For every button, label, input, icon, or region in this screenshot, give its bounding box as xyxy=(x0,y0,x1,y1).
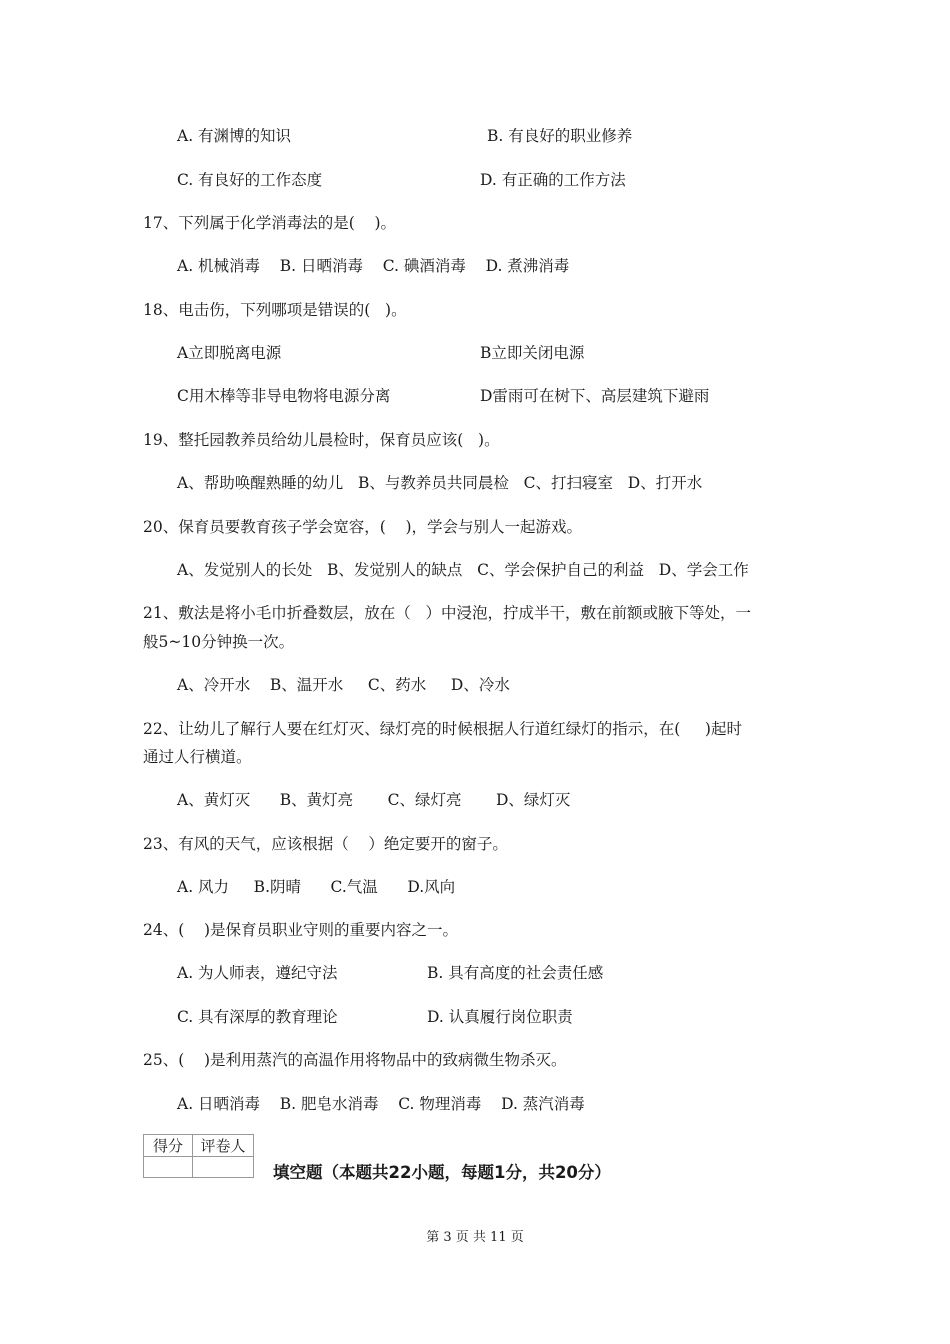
question-21-line-1: 21、敷法是将小毛巾折叠数层，放在（ ）中浸泡，拧成半干，敷在前额或腋下等处，一 xyxy=(143,604,752,622)
question-25: 25、( )是利用蒸汽的高温作用将物品中的致病微生物杀灭。 xyxy=(143,1051,567,1069)
q24-option-d: D. 认真履行岗位职责 xyxy=(427,1008,573,1026)
q16-option-b: B. 有良好的职业修养 xyxy=(487,127,633,145)
q19-options: A、帮助唤醒熟睡的幼儿 B、与教养员共同晨检 C、打扫寝室 D、打开水 xyxy=(177,474,703,492)
score-table xyxy=(143,1134,254,1178)
q16-option-a: A. 有渊博的知识 xyxy=(177,127,292,145)
score-cell[interactable] xyxy=(144,1157,193,1178)
question-23: 23、有风的天气，应该根据（ ）绝定要开的窗子。 xyxy=(143,835,508,853)
q20-options: A、发觉别人的长处 B、发觉别人的缺点 C、学会保护自己的利益 D、学会工作 xyxy=(177,561,749,579)
question-17: 17、下列属于化学消毒法的是( )。 xyxy=(143,214,397,232)
question-18: 18、电击伤，下列哪项是错误的( )。 xyxy=(143,301,407,319)
q24-option-b: B. 具有高度的社会责任感 xyxy=(427,964,604,982)
question-22-line-2: 通过人行横道。 xyxy=(143,748,252,766)
question-24: 24、( )是保育员职业守则的重要内容之一。 xyxy=(143,921,459,939)
q23-options: A. 风力 B.阴晴 C.气温 D.风向 xyxy=(177,878,456,896)
question-20: 20、保育员要教育孩子学会宽容，( )，学会与别人一起游戏。 xyxy=(143,518,583,536)
q24-option-a: A. 为人师表，遵纪守法 xyxy=(177,964,338,982)
q18-option-b: B立即关闭电源 xyxy=(480,344,585,362)
q22-options: A、黄灯灭 B、黄灯亮 C、绿灯亮 D、绿灯灭 xyxy=(177,791,571,809)
q25-options: A. 日晒消毒 B. 肥皂水消毒 C. 物理消毒 D. 蒸汽消毒 xyxy=(177,1095,585,1113)
q21-options: A、冷开水 B、温开水 C、药水 D、冷水 xyxy=(177,676,510,694)
q18-option-c: C用木棒等非导电物将电源分离 xyxy=(177,387,391,405)
grader-cell[interactable] xyxy=(193,1157,254,1178)
q17-options: A. 机械消毒 B. 日晒消毒 C. 碘酒消毒 D. 煮沸消毒 xyxy=(177,257,570,275)
q24-option-c: C. 具有深厚的教育理论 xyxy=(177,1008,338,1026)
question-21-line-2: 般5~10分钟换一次。 xyxy=(143,633,295,651)
page-footer: 第 3 页 共 11 页 xyxy=(426,1230,524,1245)
score-header: 得分 xyxy=(144,1135,193,1157)
question-19: 19、整托园教养员给幼儿晨检时，保育员应该( )。 xyxy=(143,431,500,449)
q18-option-d: D雷雨可在树下、高层建筑下避雨 xyxy=(480,387,710,405)
section-title: 填空题（本题共22小题，每题1分，共20分） xyxy=(273,1163,611,1182)
q16-option-d: D. 有正确的工作方法 xyxy=(480,171,626,189)
q18-option-a: A立即脱离电源 xyxy=(177,344,282,362)
question-22-line-1: 22、让幼儿了解行人要在红灯灭、绿灯亮的时候根据人行道红绿灯的指示，在( )起时 xyxy=(143,720,742,738)
grader-header: 评卷人 xyxy=(193,1135,254,1157)
q16-option-c: C. 有良好的工作态度 xyxy=(177,171,323,189)
